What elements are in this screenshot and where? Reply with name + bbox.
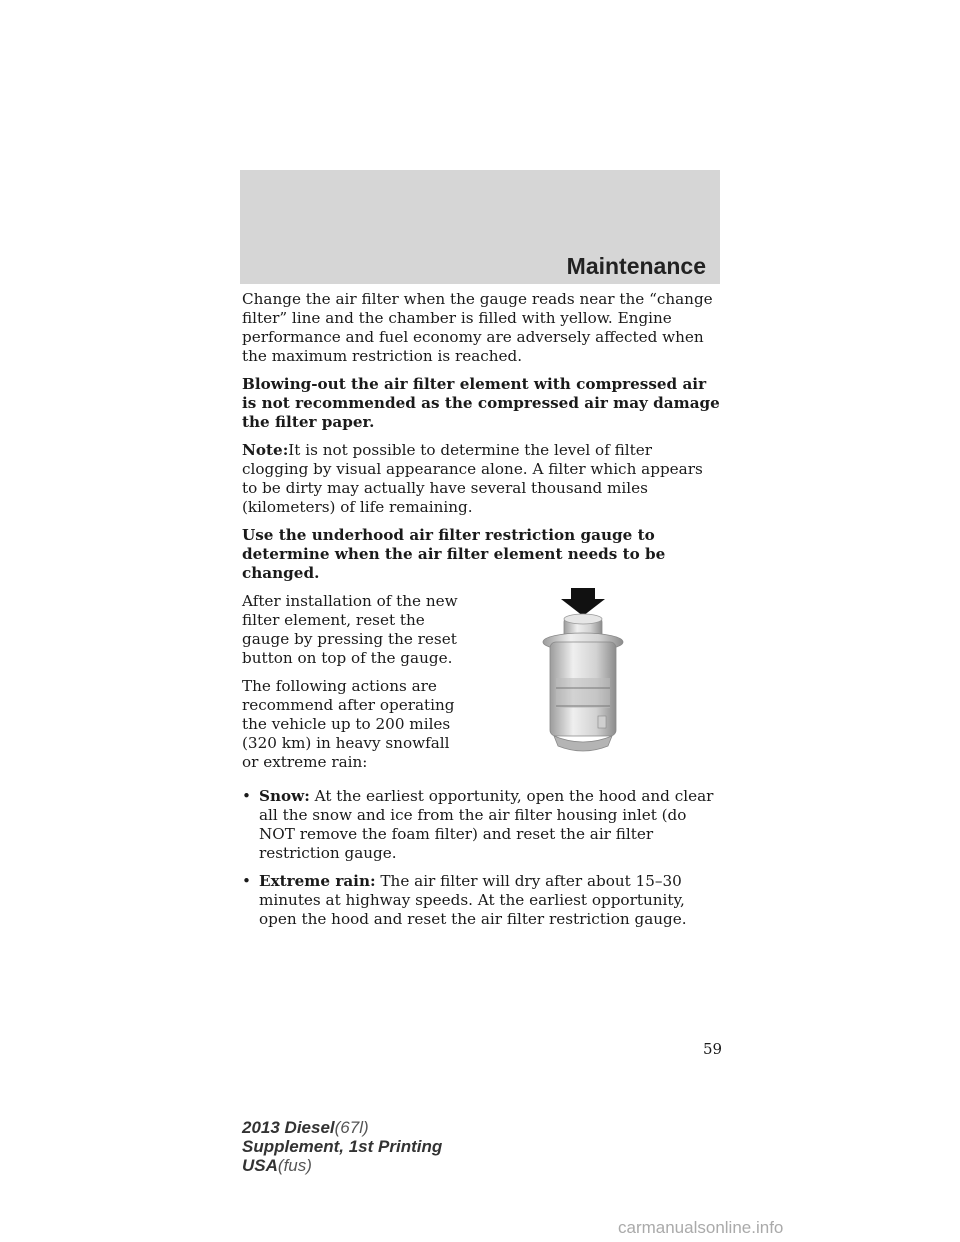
watermark: carmanualsonline.info (618, 1218, 784, 1237)
gauge-figure (462, 592, 722, 762)
footer-model-code: (67l) (334, 1118, 369, 1137)
note-text: It is not possible to determine the level of filter clogging by visual appearance alone. A filter which appears to be dirty may actually have several thousand miles (kilometers) of life remaining. (242, 441, 703, 516)
paragraph-warning: Blowing-out the air filter element with compressed air is not recommended as the compressed air may damage the filter paper. (242, 375, 720, 431)
list-item (242, 787, 722, 863)
bullet-label: Extreme rain: (259, 872, 376, 890)
conditions-list (242, 787, 722, 929)
footer-line-2: Supplement, 1st Printing (242, 1137, 443, 1156)
bullet-marker: • (242, 872, 251, 890)
header-band (240, 170, 720, 284)
paragraph-actions: The following actions are recommend after operating the vehicle up to 200 miles (320 km) in heavy snowfall or extreme rain: (242, 677, 455, 771)
bullet-label: Snow: (259, 787, 310, 805)
footer-market-code: (fus) (277, 1156, 312, 1175)
note-label: Note: (242, 441, 289, 459)
paragraph-change-filter: Change the air filter when the gauge reads near the “change filter” line and the chamber is filled with yellow. Engine performance and fuel economy are adversely affected when the maximum restriction is reached. (242, 290, 713, 365)
paragraph-reset: After installation of the new filter element, reset the gauge by pressing the reset button on top of the gauge. (242, 592, 458, 667)
bullet-text: At the earliest opportunity, open the hood and clear all the snow and ice from the air filter housing inlet (do NOT remove the foam filter) and reset the air filter restriction gauge. (259, 787, 714, 862)
footer-model: 2013 Diesel (242, 1118, 335, 1137)
restriction-gauge-illustration (528, 588, 638, 752)
gauge-section (242, 592, 722, 781)
gauge-text-column (242, 592, 462, 781)
reset-arrow-icon (561, 588, 605, 616)
footer-line-3 (242, 1156, 442, 1175)
bullet-text: The air filter will dry after about 15–30 minutes at highway speeds. At the earliest opportunity, open the hood and reset the air filter restriction gauge. (259, 872, 687, 928)
section-title: Maintenance (566, 253, 706, 279)
page-number: 59 (703, 1040, 723, 1058)
list-item (242, 872, 722, 929)
page-content (242, 290, 722, 938)
paragraph-use-gauge: Use the underhood air filter restriction gauge to determine when the air filter element needs to be changed. (242, 526, 666, 582)
footer (242, 1118, 442, 1175)
footer-line-1 (242, 1118, 442, 1137)
footer-market: USA (242, 1156, 278, 1175)
bullet-marker: • (242, 787, 251, 805)
paragraph-note (242, 441, 722, 517)
